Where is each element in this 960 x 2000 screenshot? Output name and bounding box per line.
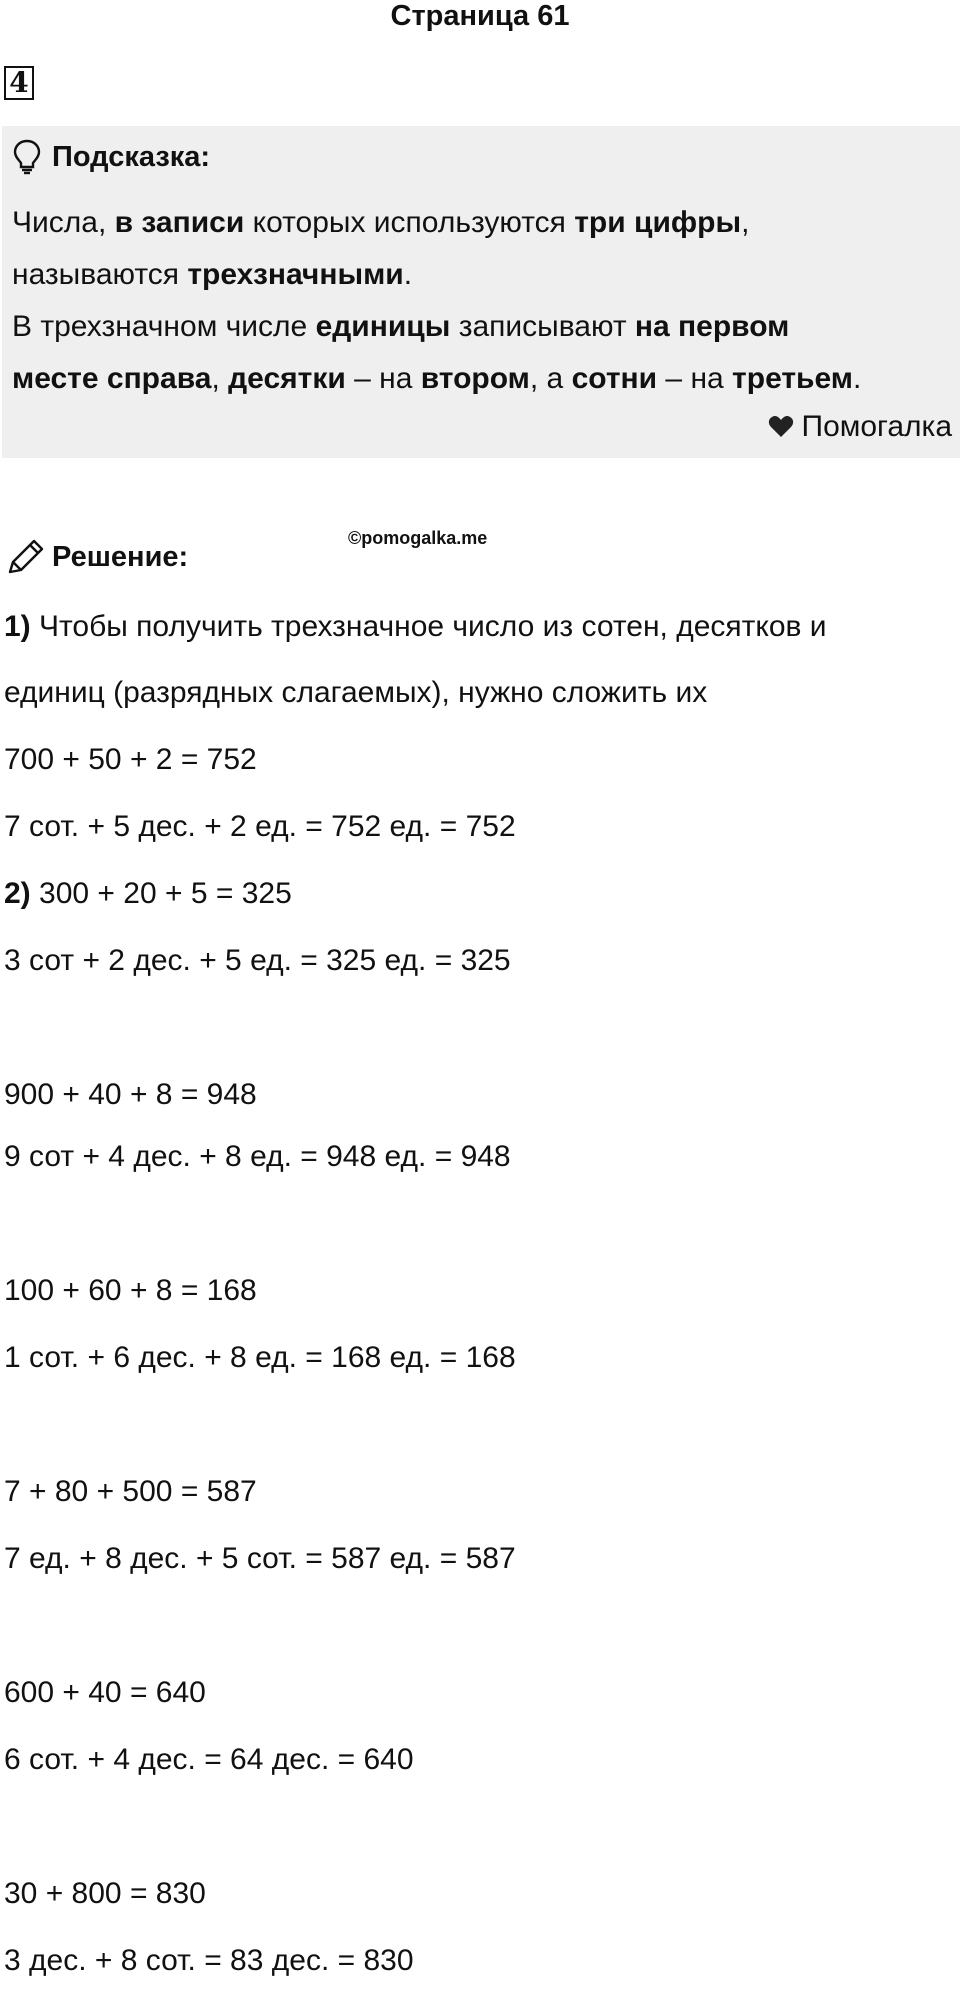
lightbulb-icon — [12, 139, 42, 175]
pencil-icon — [6, 538, 46, 576]
solution-heading — [6, 535, 188, 579]
equation-2: 7 сот. + 5 дес. + 2 ед. = 752 ед. = 752 — [4, 810, 516, 843]
credit — [768, 410, 953, 444]
solution-point-1-cont: единиц (разрядных слагаемых), нужно сложить их — [4, 676, 708, 709]
solution-point-2: 2) 300 + 20 + 5 = 325 — [4, 877, 292, 910]
hint-line-1: Числа, в записи которых используются три цифры, — [12, 206, 750, 239]
task-number-box: 4 — [4, 66, 34, 100]
hint-heading-text: Подсказка: — [52, 140, 211, 173]
equation-1: 700 + 50 + 2 = 752 — [4, 743, 257, 776]
credit-text: Помогалка — [801, 410, 952, 443]
equation-11: 600 + 40 = 640 — [4, 1676, 206, 1709]
equation-10: 7 ед. + 8 дес. + 5 сот. = 587 ед. = 587 — [4, 1542, 516, 1575]
equation-5: 900 + 40 + 8 = 948 — [4, 1078, 257, 1111]
hint-line-4: месте справа, десятки – на втором, а сотни – на третьем. — [12, 362, 862, 395]
equation-8: 1 сот. + 6 дес. + 8 ед. = 168 ед. = 168 — [4, 1341, 516, 1374]
solution-point-1: 1) Чтобы получить трехзначное число из сотен, десятков и — [4, 610, 827, 643]
hint-heading — [12, 138, 210, 176]
equation-13: 30 + 800 = 830 — [4, 1877, 206, 1910]
equation-6: 9 сот + 4 дес. + 8 ед. = 948 ед. = 948 — [4, 1140, 511, 1173]
equation-7: 100 + 60 + 8 = 168 — [4, 1274, 257, 1307]
hint-line-3: В трехзначном числе единицы записывают на первом — [12, 310, 790, 343]
equation-12: 6 сот. + 4 дес. = 64 дес. = 640 — [4, 1743, 414, 1776]
equation-4: 3 сот + 2 дес. + 5 ед. = 325 ед. = 325 — [4, 944, 511, 977]
equation-14: 3 дес. + 8 сот. = 83 дес. = 830 — [4, 1944, 414, 1977]
page-title: Страница 61 — [390, 0, 570, 32]
heart-icon — [768, 415, 794, 439]
hint-line-2: называются трехзначными. — [12, 258, 413, 291]
watermark: ©pomogalka.me — [348, 528, 488, 548]
solution-heading-text: Решение: — [52, 540, 189, 573]
equation-9: 7 + 80 + 500 = 587 — [4, 1475, 257, 1508]
